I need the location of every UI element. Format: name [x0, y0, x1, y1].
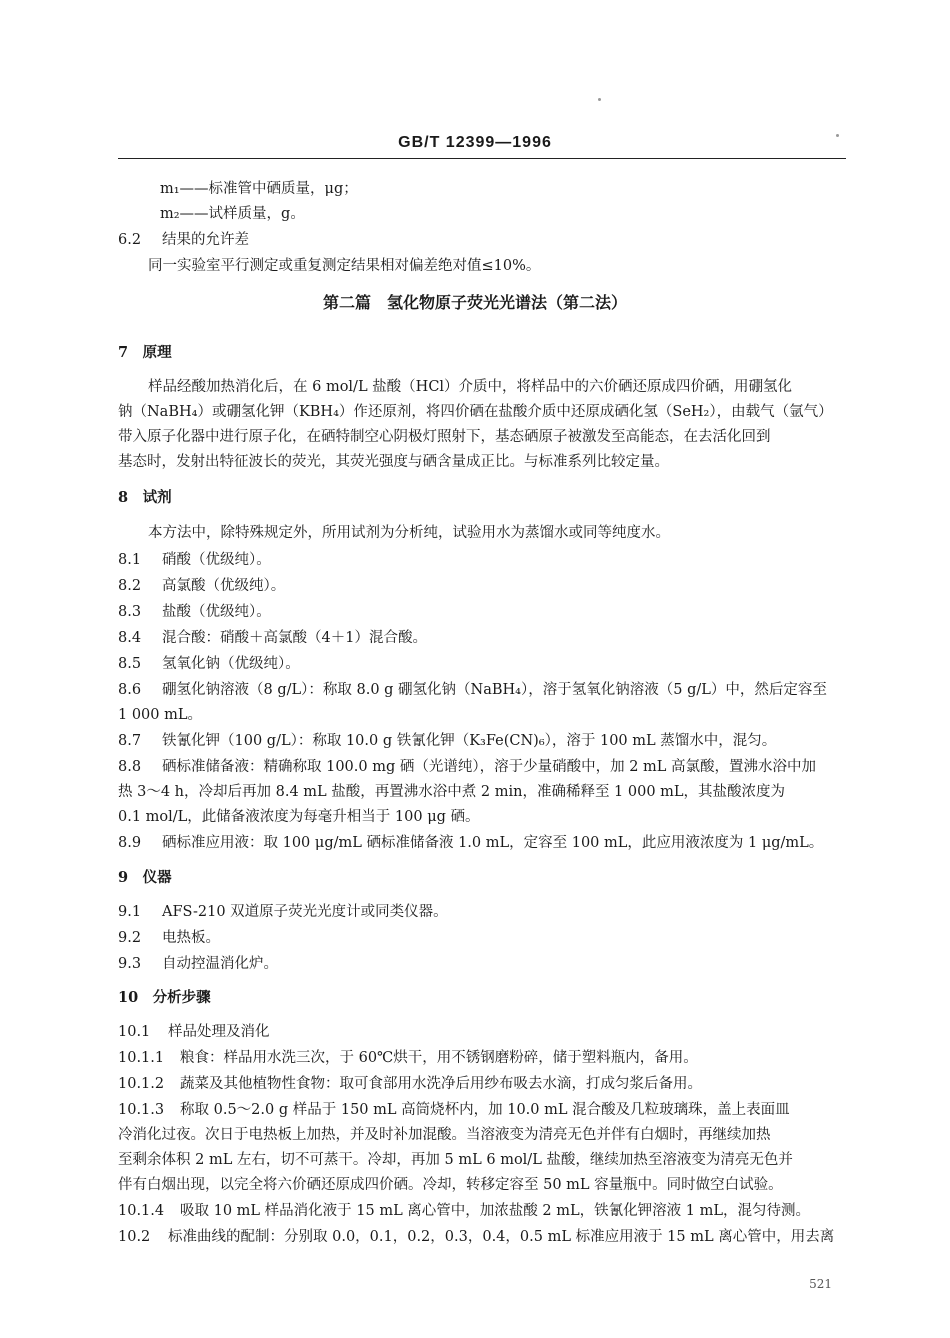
item-text: 氢氧化钠（优级纯）。 — [162, 656, 300, 672]
step-10-1 — [118, 1020, 270, 1041]
item-number: 10.1 — [118, 1024, 151, 1040]
item-text: 硝酸（优级纯）。 — [162, 552, 271, 568]
reagent-item — [118, 548, 271, 569]
section-title: 结果的允许差 — [162, 232, 249, 248]
section-8-heading: 8 试剂 — [118, 489, 172, 506]
section-10-heading: 10 分析步骤 — [118, 989, 211, 1006]
item-text: 铁氰化钾（100 g/L）：称取 10.0 g 铁氰化钾（K₃Fe(CN)₆），溶于 100 mL 蒸馏水中，混匀。 — [162, 733, 777, 749]
item-text: 粮食：样品用水洗三次，于 60℃烘干，用不锈钢磨粉碎，储于塑料瓶内，备用。 — [180, 1050, 698, 1066]
step-10-1-1 — [118, 1046, 698, 1067]
item-number: 8.3 — [118, 604, 142, 620]
item-text: 蔬菜及其他植物性食物：取可食部用水洗净后用纱布吸去水滴，打成匀浆后备用。 — [180, 1076, 702, 1092]
item-number: 8.6 — [118, 682, 142, 698]
page-number: 521 — [809, 1277, 832, 1291]
instrument-item — [118, 900, 448, 921]
scan-speck — [836, 134, 839, 137]
step-10-2 — [118, 1225, 834, 1246]
item-number: 8.1 — [118, 552, 142, 568]
reagent-8-9 — [118, 831, 823, 852]
item-text: 硒标准储备液：精确称取 100.0 mg 硒（光谱纯），溶于少量硝酸中，加 2 mL 高氯酸，置沸水浴中加 — [162, 759, 817, 775]
instrument-item — [118, 926, 220, 947]
item-number: 8.8 — [118, 759, 142, 775]
symbol-m2: m₂——试样质量，g。 — [160, 206, 305, 222]
step-10-1-3-cont: 伴有白烟出现，以完全将六价硒还原成四价硒。冷却，转移定容至 50 mL 容量瓶中。同时做空白试验。 — [118, 1177, 783, 1193]
standard-code-header: GB/T 12399—1996 — [398, 134, 552, 151]
step-10-1-3-cont: 至剩余体积 2 mL 左右，切不可蒸干。冷却，再加 5 mL 6 mol/L 盐酸，继续加热至溶液变为清亮无色并 — [118, 1152, 793, 1168]
reagent-8-6-cont: 1 000 mL。 — [118, 707, 202, 723]
item-text: 称取 0.5～2.0 g 样品于 150 mL 高筒烧杯内，加 10.0 mL 混合酸及几粒玻璃珠，盖上表面皿 — [180, 1102, 790, 1118]
section-number: 6.2 — [118, 232, 142, 248]
reagent-8-7 — [118, 729, 776, 750]
item-text: 电热板。 — [162, 930, 220, 946]
item-number: 8.2 — [118, 578, 142, 594]
reagent-8-8 — [118, 755, 816, 776]
reagent-8-8-cont: 热 3～4 h，冷却后再加 8.4 mL 盐酸，再置沸水浴中煮 2 min，准确稀释至 1 000 mL，其盐酸浓度为 — [118, 784, 786, 800]
item-text: AFS-210 双道原子荧光光度计或同类仪器。 — [162, 904, 448, 920]
item-text: 高氯酸（优级纯）。 — [162, 578, 286, 594]
section-7-heading: 7 原理 — [118, 344, 172, 361]
item-text: 样品处理及消化 — [168, 1024, 270, 1040]
reagent-item — [118, 626, 427, 647]
item-number: 10.1.1 — [118, 1050, 165, 1066]
section-8-intro: 本方法中，除特殊规定外，所用试剂为分析纯，试验用水为蒸馏水或同等纯度水。 — [148, 525, 670, 541]
item-number: 10.2 — [118, 1229, 151, 1245]
header-rule — [118, 158, 846, 159]
item-text: 硒标准应用液：取 100 μg/mL 硒标准储备液 1.0 mL，定容至 100 mL，此应用液浓度为 1 μg/mL。 — [162, 835, 824, 851]
reagent-item — [118, 652, 300, 673]
item-text: 混合酸：硝酸＋高氯酸（4＋1）混合酸。 — [162, 630, 427, 646]
scan-speck — [598, 98, 601, 101]
item-text: 吸取 10 mL 样品消化液于 15 mL 离心管中，加浓盐酸 2 mL，铁氰化钾溶液 1 mL，混匀待测。 — [180, 1203, 810, 1219]
instrument-item — [118, 952, 278, 973]
section-7-line: 钠（NaBH₄）或硼氢化钾（KBH₄）作还原剂，将四价硒在盐酸介质中还原成硒化氢（SeH₂），由载气（氩气） — [118, 404, 833, 420]
item-text: 标准曲线的配制：分别取 0.0，0.1，0.2，0.3，0.4，0.5 mL 标准应用液于 15 mL 离心管中，用去离 — [168, 1229, 835, 1245]
section-6-2-heading — [118, 228, 249, 249]
symbol-m1: m₁——标准管中硒质量，μg； — [160, 181, 358, 197]
part-title: 第二篇 氢化物原子荧光光谱法（第二法） — [322, 293, 627, 312]
section-7-line: 带入原子化器中进行原子化，在硒特制空心阴极灯照射下，基态硒原子被激发至高能态，在去活化回到 — [118, 429, 771, 445]
reagent-8-6 — [118, 678, 827, 699]
item-number: 10.1.3 — [118, 1102, 165, 1118]
item-number: 8.7 — [118, 733, 142, 749]
reagent-item — [118, 600, 271, 621]
section-7-line: 样品经酸加热消化后，在 6 mol/L 盐酸（HCl）介质中，将样品中的六价硒还原成四价硒，用硼氢化 — [148, 379, 793, 395]
step-10-1-4 — [118, 1199, 810, 1220]
section-9-heading: 9 仪器 — [118, 869, 172, 886]
item-number: 8.4 — [118, 630, 142, 646]
section-7-line: 基态时，发射出特征波长的荧光，其荧光强度与硒含量成正比。与标准系列比较定量。 — [118, 454, 669, 470]
item-number: 9.2 — [118, 930, 142, 946]
item-number: 9.3 — [118, 956, 142, 972]
item-text: 盐酸（优级纯）。 — [162, 604, 271, 620]
item-number: 10.1.2 — [118, 1076, 165, 1092]
item-number: 10.1.4 — [118, 1203, 165, 1219]
item-text: 硼氢化钠溶液（8 g/L）：称取 8.0 g 硼氢化钠（NaBH₄），溶于氢氧化钠溶液（5 g/L）中，然后定容至 — [162, 682, 827, 698]
item-number: 9.1 — [118, 904, 142, 920]
reagent-8-8-cont: 0.1 mol/L，此储备液浓度为每毫升相当于 100 μg 硒。 — [118, 809, 480, 825]
reagent-item — [118, 574, 285, 595]
step-10-1-2 — [118, 1072, 702, 1093]
item-number: 8.5 — [118, 656, 142, 672]
step-10-1-3 — [118, 1098, 790, 1119]
step-10-1-3-cont: 冷消化过夜。次日于电热板上加热，并及时补加混酸。当溶液变为清亮无色并伴有白烟时，再继续加热 — [118, 1127, 771, 1143]
item-text: 自动控温消化炉。 — [162, 956, 278, 972]
item-number: 8.9 — [118, 835, 142, 851]
section-6-2-text: 同一实验室平行测定或重复测定结果相对偏差绝对值≤10%。 — [148, 258, 541, 274]
